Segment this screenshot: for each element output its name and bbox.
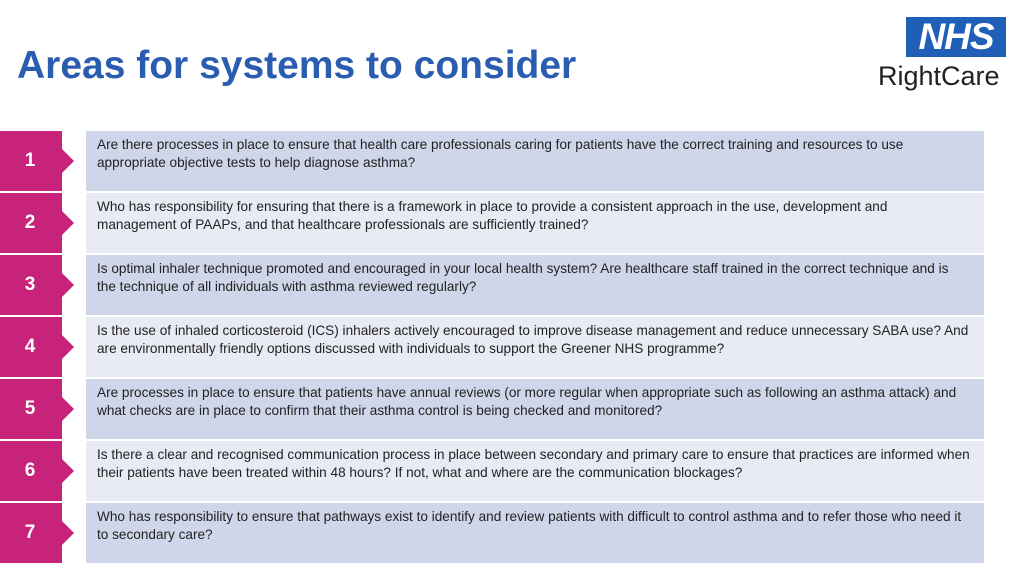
item-number: 1	[24, 150, 36, 171]
item-number-badge	[0, 317, 62, 377]
list-item	[0, 503, 984, 563]
list-item	[0, 317, 984, 377]
item-text: Are processes in place to ensure that patients have annual reviews (or more regular when appropriate such as following an asthma attack) and what checks are in place to confirm that their asthma control is being checked and monitored?	[86, 379, 984, 439]
item-number-badge	[0, 193, 62, 253]
item-text: Is there a clear and recognised communication process in place between secondary and primary care to ensure that practices are informed when their patients have been treated within 48 hours? If not, what and where are the communication blockages?	[86, 441, 984, 501]
list-item	[0, 255, 984, 315]
list-item	[0, 379, 984, 439]
item-number: 4	[24, 336, 36, 357]
considerations-list	[0, 131, 984, 565]
item-number: 7	[24, 522, 36, 543]
nhs-rightcare-logo	[878, 17, 1008, 97]
item-number-badge	[0, 131, 62, 191]
item-text: Who has responsibility to ensure that pathways exist to identify and review patients with difficult to control asthma and to refer those who need it to secondary care?	[86, 503, 984, 563]
item-number: 6	[24, 460, 36, 481]
item-number-badge	[0, 503, 62, 563]
list-item	[0, 193, 984, 253]
item-number: 3	[24, 274, 36, 295]
item-text: Are there processes in place to ensure that health care professionals caring for patients have the correct training and resources to use appropriate objective tests to help diagnose asthma?	[86, 131, 984, 191]
item-number: 2	[24, 212, 36, 233]
item-text: Is optimal inhaler technique promoted and encouraged in your local health system? Are healthcare staff trained in the correct technique and is the technique of all individuals with asthma reviewed regularly?	[86, 255, 984, 315]
item-number-badge	[0, 255, 62, 315]
rightcare-wordmark: RightCare	[878, 61, 1000, 91]
item-text: Is the use of inhaled corticosteroid (ICS) inhalers actively encouraged to improve disease management and reduce unnecessary SABA use? And are environmentally friendly options discussed with individuals to support the Greener NHS programme?	[86, 317, 984, 377]
list-item	[0, 441, 984, 501]
item-number-badge	[0, 379, 62, 439]
item-number-badge	[0, 441, 62, 501]
item-number: 5	[24, 398, 36, 419]
item-text: Who has responsibility for ensuring that there is a framework in place to provide a consistent approach in the use, development and management of PAAPs, and that healthcare professionals are sufficiently trained?	[86, 193, 984, 253]
nhs-logo: NHS	[906, 17, 1006, 57]
list-item	[0, 131, 984, 191]
page-title: Areas for systems to consider	[17, 44, 577, 87]
